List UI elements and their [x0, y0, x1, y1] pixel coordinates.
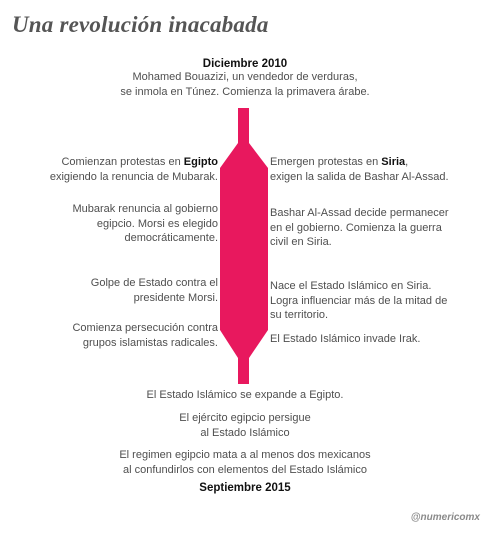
- bottom-event-1-line1: El Estado Islámico se expande a Egipto.: [146, 389, 344, 401]
- left-event-1-line2: exigiendo la renuncia de Mubarak.: [49, 170, 218, 183]
- bottom-event-2: [0, 411, 490, 440]
- bottom-event-3: [0, 448, 490, 477]
- left-event-3-line1: Golpe de Estado contra el: [90, 277, 218, 289]
- left-event-3-line2: presidente Morsi.: [133, 291, 218, 304]
- right-event-2-line1: Bashar Al-Assad decide permanecer: [270, 207, 449, 219]
- left-event-3: [0, 276, 218, 305]
- end-event: [0, 482, 490, 494]
- left-event-2-line1: Mubarak renuncia al gobierno: [72, 203, 218, 215]
- right-event-2-line2: en el gobierno. Comienza la guerra: [270, 221, 442, 234]
- page-title: Una revolución inacabada: [12, 12, 269, 37]
- left-event-2-line2: egipcio. Morsi es elegido: [96, 217, 218, 230]
- bottom-event-3-line2: al confundirlos con elementos del Estado Islámico: [123, 463, 367, 476]
- start-date: Diciembre 2010: [202, 58, 288, 70]
- right-event-3-line1: Nace el Estado Islámico en Siria.: [270, 280, 432, 292]
- right-event-1: [270, 155, 485, 184]
- right-event-4: [270, 332, 485, 347]
- right-event-3-line3: su territorio.: [270, 309, 329, 321]
- left-event-4-line2: grupos islamistas radicales.: [82, 336, 218, 349]
- country-egipto: Egipto: [183, 156, 218, 168]
- right-event-2-line3: civil en Siria.: [270, 236, 332, 248]
- right-event-1-prefix: Emergen protestas en: [270, 156, 382, 168]
- left-event-1-prefix: Comienzan protestas en: [61, 156, 184, 168]
- left-event-4: [0, 321, 218, 350]
- right-event-3-line2: Logra influenciar más de la mitad de: [270, 294, 448, 307]
- bottom-event-2-line1: El ejército egipcio persigue: [179, 412, 311, 424]
- left-event-2-line3: democráticamente.: [124, 232, 218, 244]
- right-event-4-line1: El Estado Islámico invade Irak.: [270, 333, 421, 345]
- right-event-1-line2: exigen la salida de Bashar Al-Assad.: [270, 170, 449, 183]
- start-text-line1: Mohamed Bouazizi, un vendedor de verduras,: [132, 71, 358, 83]
- bottom-event-3-line1: El regimen egipcio mata a al menos dos mexicanos: [119, 449, 371, 461]
- left-event-2: [0, 202, 218, 246]
- right-event-2: [270, 206, 485, 250]
- country-siria: Siria: [381, 156, 406, 168]
- start-event: [0, 58, 490, 99]
- bottom-event-1: [0, 388, 490, 403]
- bottom-event-2-line2: al Estado Islámico: [200, 426, 290, 439]
- credit-label: @numericomx: [410, 512, 480, 523]
- start-text-line2: se inmola en Túnez. Comienza la primavera árabe.: [120, 85, 370, 98]
- timeline-bar: [220, 108, 268, 384]
- right-event-3: [270, 279, 485, 323]
- right-event-1-suffix: ,: [405, 156, 409, 168]
- left-event-1: [0, 155, 218, 184]
- left-event-4-line1: Comienza persecución contra: [72, 322, 218, 334]
- end-date: Septiembre 2015: [199, 482, 291, 494]
